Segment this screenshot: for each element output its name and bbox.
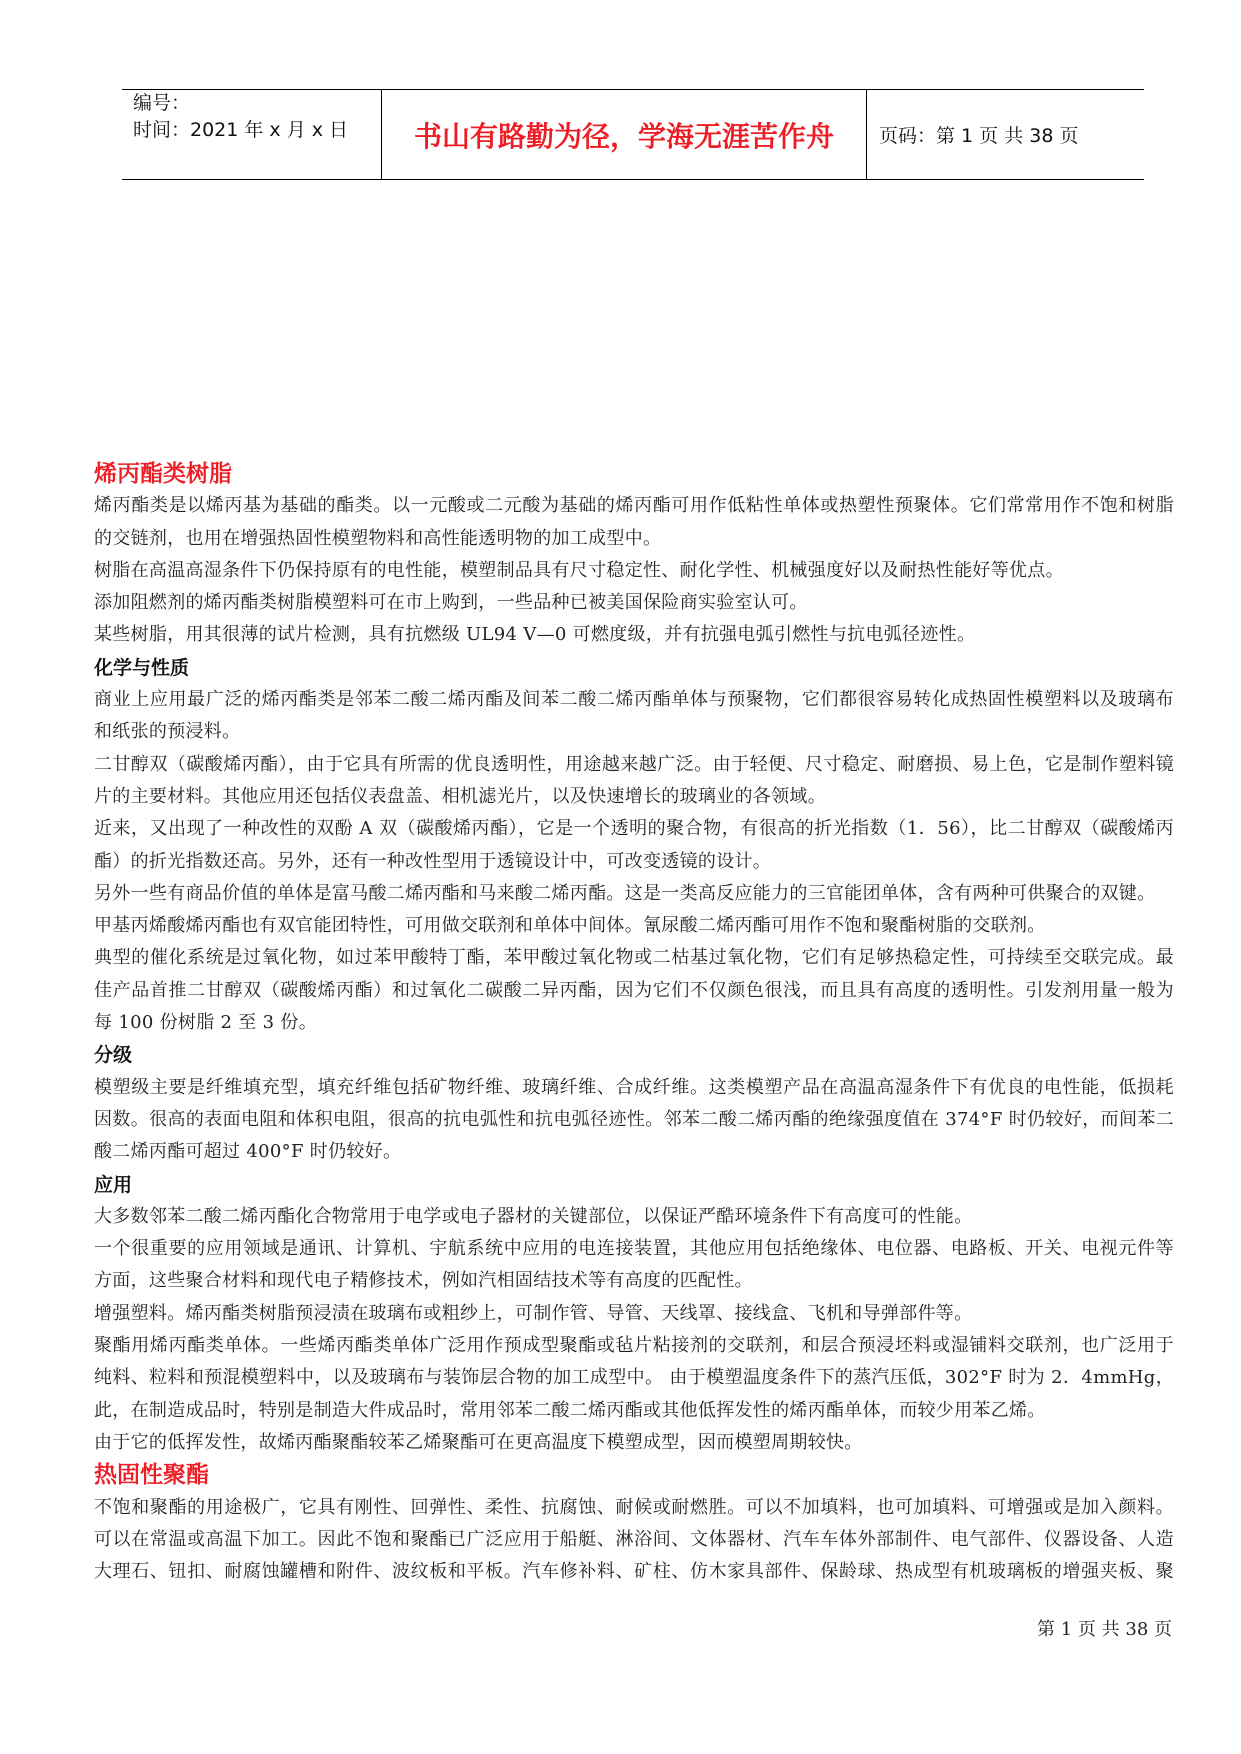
paragraph-line: 大多数邻苯二酸二烯丙酯化合物常用于电学或电子器材的关键部位，以保证严酷环境条件下有高度可的性能。 bbox=[94, 1205, 973, 1227]
section bbox=[94, 458, 1174, 1459]
header-number-label: 编号： bbox=[133, 92, 191, 114]
paragraph-line: 树脂在高温高湿条件下仍保持原有的电性能，模塑制品具有尺寸稳定性、耐化学性、机械强度好以及耐热性能好等优点。 bbox=[94, 559, 1064, 581]
paragraph-line: 因数。很高的表面电阻和体积电阻，很高的抗电弧性和抗电弧径迹性。邻苯二酸二烯丙酯的绝缘强度值在 374°F 时仍较好，而间苯二 bbox=[94, 1108, 1174, 1130]
document-header bbox=[122, 89, 1144, 180]
paragraph-line: 酯）的折光指数还高。另外，还有一种改性型用于透镜设计中，可改变透镜的设计。 bbox=[94, 850, 772, 872]
paragraph bbox=[94, 1201, 1174, 1233]
subsection-title: 应用 bbox=[94, 1173, 133, 1196]
section bbox=[94, 1459, 1174, 1588]
section-title: 烯丙酯类树脂 bbox=[94, 461, 232, 487]
paragraph-line: 可以在常温或高温下加工。因此不饱和聚酯已广泛应用于船艇、淋浴间、文体器材、汽车车体外部制件、电气部件、仪器设备、人造 bbox=[94, 1528, 1174, 1550]
paragraph bbox=[94, 1330, 1174, 1427]
paragraph bbox=[94, 878, 1174, 910]
paragraph bbox=[94, 490, 1174, 555]
paragraph bbox=[94, 749, 1174, 814]
paragraph-line: 烯丙酯类是以烯丙基为基础的酯类。以一元酸或二元酸为基础的烯丙酯可用作低粘性单体或热塑性预聚体。它们常常用作不饱和树脂 bbox=[94, 495, 1174, 517]
subsection bbox=[94, 1039, 1174, 1168]
paragraph-line: 酸二烯丙酯可超过 400°F 时仍较好。 bbox=[94, 1141, 402, 1163]
header-time-label: 时间：2021 年 x 月 x 日 bbox=[133, 119, 349, 141]
paragraph-line: 每 100 份树脂 2 至 3 份。 bbox=[94, 1012, 317, 1034]
paragraph-line: 纯料、粒料和预混模塑料中，以及玻璃布与装饰层合物的加工成型中。 由于模塑温度条件下的蒸汽压低，302°F 时为 2．4mmHg， bbox=[94, 1367, 1174, 1389]
paragraph-line: 方面，这些聚合材料和现代电子精修技术，例如汽相固结技术等有高度的匹配性。 bbox=[94, 1270, 753, 1292]
paragraph-line: 和纸张的预浸料。 bbox=[94, 721, 241, 743]
header-motto: 书山有路勤为径，学海无涯苦作舟 bbox=[413, 119, 834, 153]
document-body bbox=[94, 458, 1174, 1588]
paragraph bbox=[94, 1072, 1174, 1169]
paragraph-line: 甲基丙烯酸烯丙酯也有双官能团特性，可用做交联剂和单体中间体。氰尿酸二烯丙酯可用作不饱和聚酯树脂的交联剂。 bbox=[94, 915, 1046, 937]
paragraph-line: 的交链剂，也用在增强热固性模塑物料和高性能透明物的加工成型中。 bbox=[94, 527, 662, 549]
paragraph-line: 片的主要材料。其他应用还包括仪表盘盖、相机滤光片，以及快速增长的玻璃业的各领域。 bbox=[94, 785, 826, 807]
paragraph bbox=[94, 587, 1174, 619]
paragraph bbox=[94, 1298, 1174, 1330]
paragraph-line: 添加阻燃剂的烯丙酯类树脂模塑料可在市上购到，一些品种已被美国保险商实验室认可。 bbox=[94, 592, 808, 614]
paragraph bbox=[94, 813, 1174, 878]
subsection-title: 分级 bbox=[94, 1044, 133, 1067]
paragraph bbox=[94, 1492, 1174, 1589]
paragraph-line: 不饱和聚酯的用途极广，它具有刚性、回弹性、柔性、抗腐蚀、耐候或耐燃胜。可以不加填料，也可加填料、可增强或是加入颜料。 bbox=[94, 1496, 1174, 1518]
paragraph bbox=[94, 1427, 1174, 1459]
paragraph-line: 二甘醇双（碳酸烯丙酯），由于它具有所需的优良透明性，用途越来越广泛。由于轻便、尺寸稳定、耐磨损、易上色，它是制作塑料镜 bbox=[94, 753, 1174, 775]
paragraph bbox=[94, 684, 1174, 749]
header-page-label: 页码：第 1 页 共 38 页 bbox=[879, 125, 1079, 147]
paragraph bbox=[94, 910, 1174, 942]
paragraph-line: 由于它的低挥发性，故烯丙酯聚酯较苯乙烯聚酯可在更高温度下模塑成型，因而模塑周期较快。 bbox=[94, 1431, 863, 1453]
paragraph bbox=[94, 1233, 1174, 1298]
paragraph bbox=[94, 942, 1174, 1039]
paragraph-line: 聚酯用烯丙酯类单体。一些烯丙酯类单体广泛用作预成型聚酯或毡片粘接剂的交联剂，和层合预浸坯料或湿铺料交联剂，也广泛用于 bbox=[94, 1335, 1174, 1357]
paragraph-line: 商业上应用最广泛的烯丙酯类是邻苯二酸二烯丙酯及间苯二酸二烯丙酯单体与预聚物，它们都很容易转化成热固性模塑料以及玻璃布 bbox=[94, 689, 1174, 711]
paragraph-line: 一个很重要的应用领域是通讯、计算机、宇航系统中应用的电连接装置，其他应用包括绝缘体、电位器、电路板、开关、电视元件等 bbox=[94, 1238, 1174, 1260]
paragraph-line: 此，在制造成品时，特别是制造大件成品时，常用邻苯二酸二烯丙酯或其他低挥发性的烯丙酯单体，而较少用苯乙烯。 bbox=[94, 1399, 1046, 1421]
paragraph-line: 佳产品首推二甘醇双（碳酸烯丙酯）和过氧化二碳酸二异丙酯，因为它们不仅颜色很浅，而且具有高度的透明性。引发剂用量一般为 bbox=[94, 979, 1174, 1001]
paragraph-line: 模塑级主要是纤维填充型，填充纤维包括矿物纤维、玻璃纤维、合成纤维。这类模塑产品在高温高湿条件下有优良的电性能，低损耗 bbox=[94, 1076, 1174, 1098]
paragraph bbox=[94, 619, 1174, 651]
section-title: 热固性聚酯 bbox=[94, 1462, 209, 1489]
page-footer-number: 第 1 页 共 38 页 bbox=[1037, 1619, 1172, 1640]
paragraph-line: 某些树脂，用其很薄的试片检测，具有抗燃级 UL94 V—0 可燃度级，并有抗强电弧引燃性与抗电弧径迹性。 bbox=[94, 624, 976, 646]
paragraph-line: 近来，又出现了一种改性的双酚 A 双（碳酸烯丙酯），它是一个透明的聚合物，有很高的折光指数（1．56），比二甘醇双（碳酸烯丙 bbox=[94, 818, 1174, 840]
paragraph-line: 典型的催化系统是过氧化物，如过苯甲酸特丁酯，苯甲酸过氧化物或二枯基过氧化物，它们有足够热稳定性，可持续至交联完成。最 bbox=[94, 947, 1174, 969]
subsection-title: 化学与性质 bbox=[94, 656, 190, 679]
paragraph bbox=[94, 555, 1174, 587]
paragraph-line: 大理石、钮扣、耐腐蚀罐槽和附件、波纹板和平板。汽车修补料、矿柱、仿木家具部件、保龄球、热成型有机玻璃板的增强夹板、聚 bbox=[94, 1561, 1174, 1583]
header-info-cell bbox=[122, 90, 381, 179]
paragraph-line: 增强塑料。烯丙酯类树脂预浸渍在玻璃布或粗纱上，可制作管、导管、天线罩、接线盒、飞机和导弹部件等。 bbox=[94, 1302, 973, 1324]
subsection bbox=[94, 652, 1174, 1040]
header-page-cell bbox=[866, 90, 1144, 179]
subsection bbox=[94, 1169, 1174, 1460]
header-motto-cell bbox=[381, 90, 866, 179]
paragraph-line: 另外一些有商品价值的单体是富马酸二烯丙酯和马来酸二烯丙酯。这是一类高反应能力的三官能团单体，含有两种可供聚合的双键。 bbox=[94, 882, 1156, 904]
